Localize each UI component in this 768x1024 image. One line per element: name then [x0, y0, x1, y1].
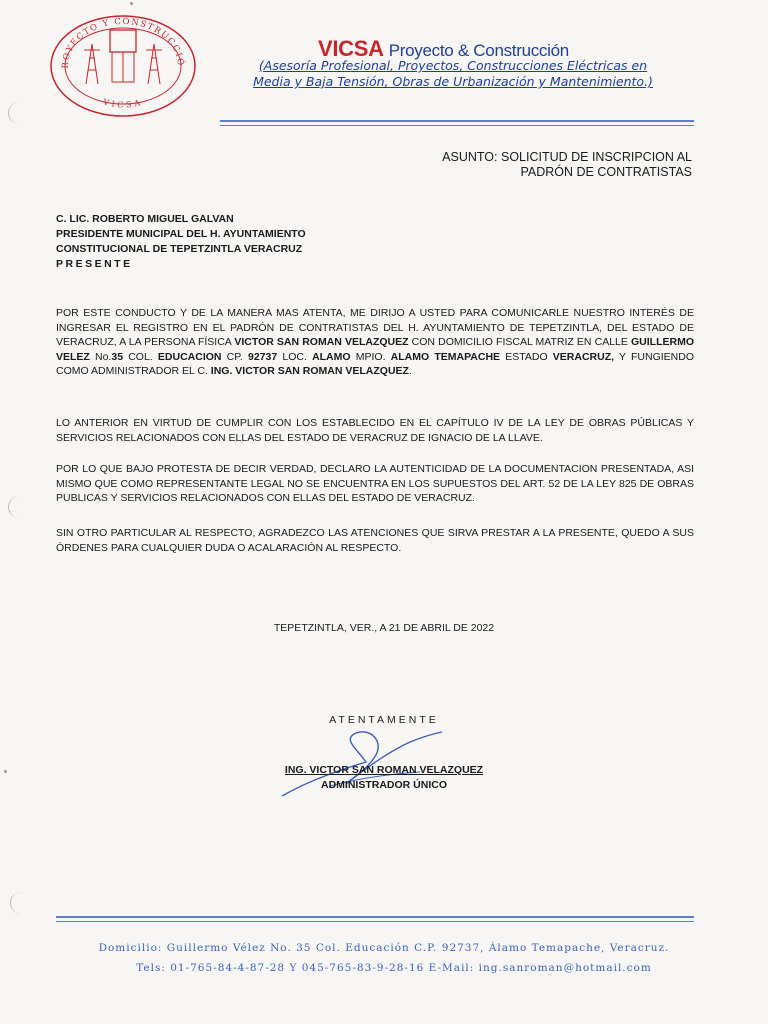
subject-line-1: ASUNTO: SOLICITUD DE INSCRIPCION AL: [442, 150, 692, 164]
header-rule: [220, 120, 694, 122]
p1-text: No.: [89, 350, 112, 363]
logo-bottom-text: VICSA: [102, 97, 144, 110]
punch-hole-bottom: [10, 892, 33, 914]
closing-salutation: ATENTAMENTE: [329, 714, 439, 726]
p1-text: LOC.: [277, 350, 313, 363]
brand-name: VICSA: [318, 36, 383, 61]
footer-rule: [56, 916, 694, 918]
tagline-line-2: Media y Baja Tensión, Obras de Urbanización y Mantenimiento.): [253, 74, 653, 89]
p1-colonia: EDUCACION: [157, 350, 222, 363]
punch-hole-top: [8, 102, 31, 124]
p1-text: .: [408, 365, 412, 377]
place-date: TEPETZINTLA, VER., A 21 DE ABRIL DE 2022: [273, 622, 495, 634]
p1-text: Y FUNGIENDO COMO ADMINISTRADOR EL C.: [56, 350, 695, 377]
addressee-name: C. LIC. ROBERTO MIGUEL GALVAN: [56, 213, 234, 225]
p1-text: MPIO.: [350, 350, 391, 363]
header-rule-thin: [220, 125, 694, 126]
p1-municipality: ALAMO TEMAPACHE: [390, 350, 501, 363]
signatory-name: ING. VICTOR SAN ROMAN VELAZQUEZ: [284, 764, 484, 776]
p1-state: VERACRUZ,: [552, 350, 615, 363]
addressee-institution: CONSTITUCIONAL DE TEPETZINTLA VERACRUZ: [56, 243, 303, 255]
paragraph-1: [56, 306, 694, 379]
p1-text: CON DOMICILIO FISCAL MATRIZ EN CALLE: [408, 336, 631, 348]
subject-block: [442, 150, 692, 180]
p1-locality: ALAMO: [312, 350, 351, 363]
brand-subtitle: Proyecto & Construcción: [388, 41, 569, 60]
p1-street: GUILLERMO VELEZ: [56, 336, 694, 363]
p1-number: 35: [111, 350, 124, 363]
paragraph-2: LO ANTERIOR EN VIRTUD DE CUMPLIR CON LOS ESTABLECIDO EN EL CAPÍTULO IV DE LA LEY DE OBRAS PÚBLICAS Y SERVICIOS RELACIONADOS CON ELLAS DEL ESTADO DE VERACRUZ DE IGNACIO DE LA LLAVE.: [56, 417, 694, 444]
p1-postal-code: 92737: [248, 350, 278, 363]
svg-text:VICSA: [101, 97, 144, 109]
tagline-line-1: (Asesoría Profesional, Proyectos, Construcciones Eléctricas en: [258, 58, 648, 73]
paragraph-4: SIN OTRO PARTICULAR AL RESPECTO, AGRADEZCO LAS ATENCIONES QUE SIRVA PRESTAR A LA PRESENTE, QUEDO A SUS ÓRDENES PARA CUALQUIER DUDA O ACALARACIÓN AL RESPECTO.: [56, 527, 694, 554]
speck: [130, 2, 133, 5]
logo-top-text: ROYECTO Y CONSTRUCCIÓ: [60, 16, 186, 69]
p1-text: CP.: [221, 350, 248, 363]
footer-contact: Tels: 01-765-84-4-87-28 Y 045-765-83-9-28-16 E-Mail: ing.sanroman@hotmail.com: [136, 962, 652, 974]
footer-address: Domicilio: Guillermo Vélez No. 35 Col. Educación C.P. 92737, Álamo Temapache, Veracruz.: [98, 942, 670, 954]
brand-tagline: [228, 58, 678, 90]
p1-person-name: VICTOR SAN ROMAN VELAZQUEZ: [234, 336, 409, 348]
company-logo: [48, 8, 198, 118]
svg-text:PROYECTO Y CONSTRUCCIÓN: [48, 8, 187, 69]
addressee-block: [56, 212, 306, 272]
p1-text: POR ESTE CONDUCTO Y DE LA MANERA MAS ATENTA, ME DIRIJO A USTED PARA COMUNICARLE NUESTRO INTERÉS DE INGRESAR EL REGISTRO EN EL PADRÓN DE CONTRATISTAS DEL H. AYUNTAMIENTO DE TEPETZINTLA, DEL ESTADO DE VERACRUZ, A LA PERSONA FÍSICA: [56, 307, 694, 348]
footer-rule-thin: [56, 921, 694, 922]
p1-text: COL.: [123, 350, 158, 363]
punch-hole-middle: [8, 496, 31, 518]
p1-text: ESTADO: [500, 350, 553, 363]
addressee-title: PRESIDENTE MUNICIPAL DEL H. AYUNTAMIENTO: [56, 228, 306, 240]
p1-administrator: ING. VICTOR SAN ROMAN VELAZQUEZ: [210, 365, 409, 377]
subject-line-2: PADRÓN DE CONTRATISTAS: [520, 165, 692, 179]
signatory-title: ADMINISTRADOR ÚNICO: [321, 779, 447, 791]
addressee-presente: PRESENTE: [56, 258, 133, 270]
paragraph-3: POR LO QUE BAJO PROTESTA DE DECIR VERDAD, DECLARO LA AUTENTICIDAD DE LA DOCUMENTACION PRESENTADA, ASI MISMO QUE COMO REPRESENTANTE LEGAL NO SE ENCUENTRA EN LOS SUPUESTOS DEL ART. 52 DE LA LEY 825 DE OBRAS PUBLICAS Y SERVICIOS RELACIONADOS CON ELLAS DEL ESTADO DE VERACRUZ.: [56, 463, 694, 504]
